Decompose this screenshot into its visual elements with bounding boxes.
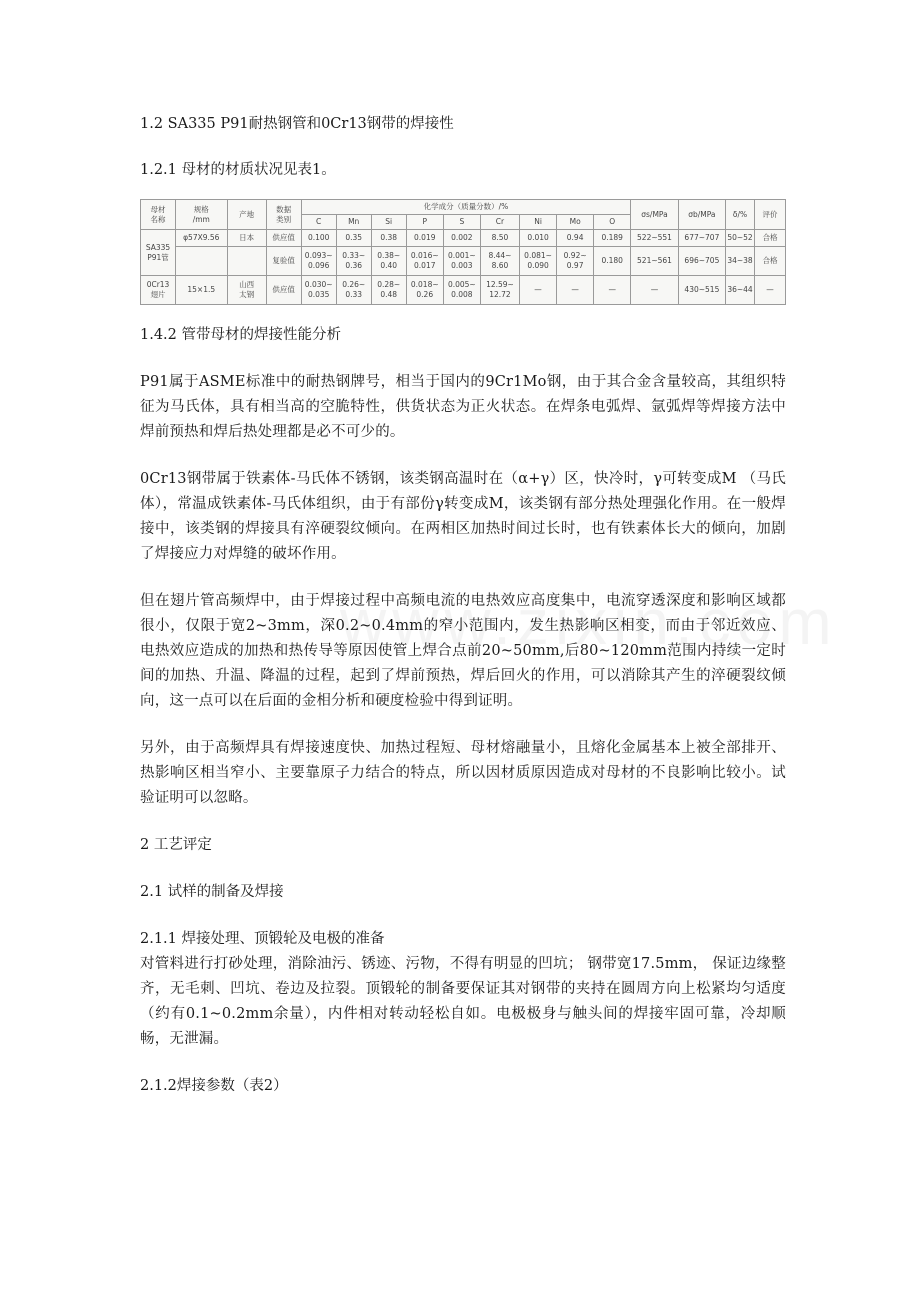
table-cell: 供应值	[266, 276, 301, 305]
heading-2: 2 工艺评定	[140, 837, 212, 853]
table-cell: 0.35	[336, 230, 371, 247]
table-cell: —	[631, 276, 678, 305]
table-cell: —	[754, 276, 785, 305]
paragraph-preparation: 对管料进行打砂处理，消除油污、锈迹、污物，不得有明显的凹坑； 钢带宽17.5mm， 保证边缘整齐，无毛刺、凹坑、卷边及拉裂。顶锻轮的制备要保证其对钢带的夹持在圆周方向上松紧均匀适度（约有0.1~0.2mm余量），内件相对转动轻松自如。电极极身与触头间的焊接牢固可靠，冷却顺畅，无泄漏。	[140, 956, 786, 1047]
table-cell: 0.030~ 0.035	[301, 276, 336, 305]
th-chemical: 化学成分（质量分数）/%	[301, 200, 631, 215]
table-cell: —	[594, 276, 631, 305]
table-cell: 合格	[754, 247, 785, 276]
cell-material-p91: SA335 P91管	[141, 230, 176, 276]
th-element-mn: Mn	[336, 215, 371, 230]
table-cell: 50~52	[726, 230, 755, 247]
th-element-c: C	[301, 215, 336, 230]
th-evaluation: 评价	[754, 200, 785, 230]
paragraph-additional: 另外，由于高频焊具有焊接速度快、加热过程短、母材熔融量小，且熔化金属基本上被全部排开、热影响区相当窄小、主要靠原子力结合的特点，所以因材质原因造成对母材的不良影响比较小。试验证明可以忽略。	[140, 740, 786, 806]
table-cell: 0.33~ 0.36	[336, 247, 371, 276]
table-cell: 0.093~ 0.096	[301, 247, 336, 276]
th-yield: σs/MPa	[631, 200, 678, 230]
table-cell: 0.189	[594, 230, 631, 247]
paragraph-p91: P91属于ASME标准中的耐热钢牌号，相当于国内的9Cr1Mo钢，由于其合金含量较高，其组织特征为马氏体，具有相当高的空脆特性，供货状态为正火状态。在焊条电弧焊、氩弧焊等焊接方法中焊前预热和焊后热处理都是必不可少的。	[140, 374, 786, 440]
th-spec: 规格 /mm	[176, 200, 228, 230]
table-cell: 430~515	[678, 276, 725, 305]
material-table	[140, 199, 786, 305]
heading-1-2-1: 1.2.1 母材的材质状况见表1。	[140, 162, 336, 178]
paragraph-0cr13: 0Cr13钢带属于铁素体-马氏体不锈钢，该类钢高温时在（α+γ）区，快冷时，γ可转变成M （马氏体），常温成铁素体-马氏体组织，由于有部份γ转变成M，该类钢有部分热处理强化作用。在一般焊接中，该类钢的焊接具有淬硬裂纹倾向。在两相区加热时间过长时，也有铁素体长大的倾向，加剧了焊接应力对焊缝的破坏作用。	[140, 471, 786, 562]
table-cell: —	[557, 276, 594, 305]
table-cell: 8.50	[480, 230, 519, 247]
heading-2-1-1: 2.1.1 焊接处理、顶锻轮及电极的准备	[140, 931, 385, 947]
table-cell: 复验值	[266, 247, 301, 276]
table-cell: 0.010	[520, 230, 557, 247]
th-element-s: S	[443, 215, 480, 230]
th-element-cr: Cr	[480, 215, 519, 230]
table-cell: φ57X9.56	[176, 230, 228, 247]
table-cell: 0.26~ 0.33	[336, 276, 371, 305]
table-cell: 山西 太钢	[227, 276, 266, 305]
th-element-si: Si	[371, 215, 406, 230]
table-cell: 0.005~ 0.008	[443, 276, 480, 305]
th-data-type: 数据 类别	[266, 200, 301, 230]
th-origin: 产地	[227, 200, 266, 230]
table-cell: 0.019	[406, 230, 443, 247]
table-cell: 0.180	[594, 247, 631, 276]
table-cell: 36~44	[726, 276, 755, 305]
th-element-p: P	[406, 215, 443, 230]
table-cell: 0.016~ 0.017	[406, 247, 443, 276]
table-cell: 0.002	[443, 230, 480, 247]
table-cell: 0.081~ 0.090	[520, 247, 557, 276]
table-cell	[176, 247, 228, 276]
table-cell: 521~561	[631, 247, 678, 276]
heading-1-2: 1.2 SA335 P91耐热钢管和0Cr13钢带的焊接性	[140, 116, 454, 132]
cell-material-0cr13: 0Cr13 翅片	[141, 276, 176, 305]
paragraph-high-freq: 但在翅片管高频焊中，由于焊接过程中高频电流的电热效应高度集中，电流穿透深度和影响区域都很小，仅限于宽2~3mm，深0.2~0.4mm的窄小范围内，发生热影响区相变，而由于邻近效应、电热效应造成的加热和热传导等原因使管上焊合点前20~50mm,后80~120mm范围内持续一定时间的加热、升温、降温的过程，起到了焊前预热，焊后回火的作用，可以消除其产生的淬硬裂纹倾向，这一点可以在后面的金相分析和硬度检验中得到证明。	[140, 593, 786, 709]
th-element-mo: Mo	[557, 215, 594, 230]
heading-2-1: 2.1 试样的制备及焊接	[140, 884, 284, 900]
heading-2-1-2: 2.1.2焊接参数（表2）	[140, 1078, 288, 1094]
table-cell: 日本	[227, 230, 266, 247]
table-cell: 供应值	[266, 230, 301, 247]
document-body	[140, 112, 786, 1099]
table-cell: 0.001~ 0.003	[443, 247, 480, 276]
table-cell: 15×1.5	[176, 276, 228, 305]
table-cell: 34~38	[726, 247, 755, 276]
table-cell: 0.38	[371, 230, 406, 247]
th-material: 母材 名称	[141, 200, 176, 230]
th-element-o: O	[594, 215, 631, 230]
table-cell: 12.59~ 12.72	[480, 276, 519, 305]
table-cell: 0.28~ 0.48	[371, 276, 406, 305]
table-cell: 8.44~ 8.60	[480, 247, 519, 276]
table-cell: 合格	[754, 230, 785, 247]
table-cell: 0.92~ 0.97	[557, 247, 594, 276]
table-cell: 522~551	[631, 230, 678, 247]
heading-1-4-2: 1.4.2 管带母材的焊接性能分析	[140, 327, 342, 343]
th-element-ni: Ni	[520, 215, 557, 230]
table-cell: 0.94	[557, 230, 594, 247]
th-elongation: δ/%	[726, 200, 755, 230]
table-cell: 0.018~ 0.26	[406, 276, 443, 305]
table-cell: 0.38~ 0.40	[371, 247, 406, 276]
table-cell: 677~707	[678, 230, 725, 247]
table-cell: 0.100	[301, 230, 336, 247]
th-tensile: σb/MPa	[678, 200, 725, 230]
table-cell: —	[520, 276, 557, 305]
table-cell	[227, 247, 266, 276]
table-cell: 696~705	[678, 247, 725, 276]
